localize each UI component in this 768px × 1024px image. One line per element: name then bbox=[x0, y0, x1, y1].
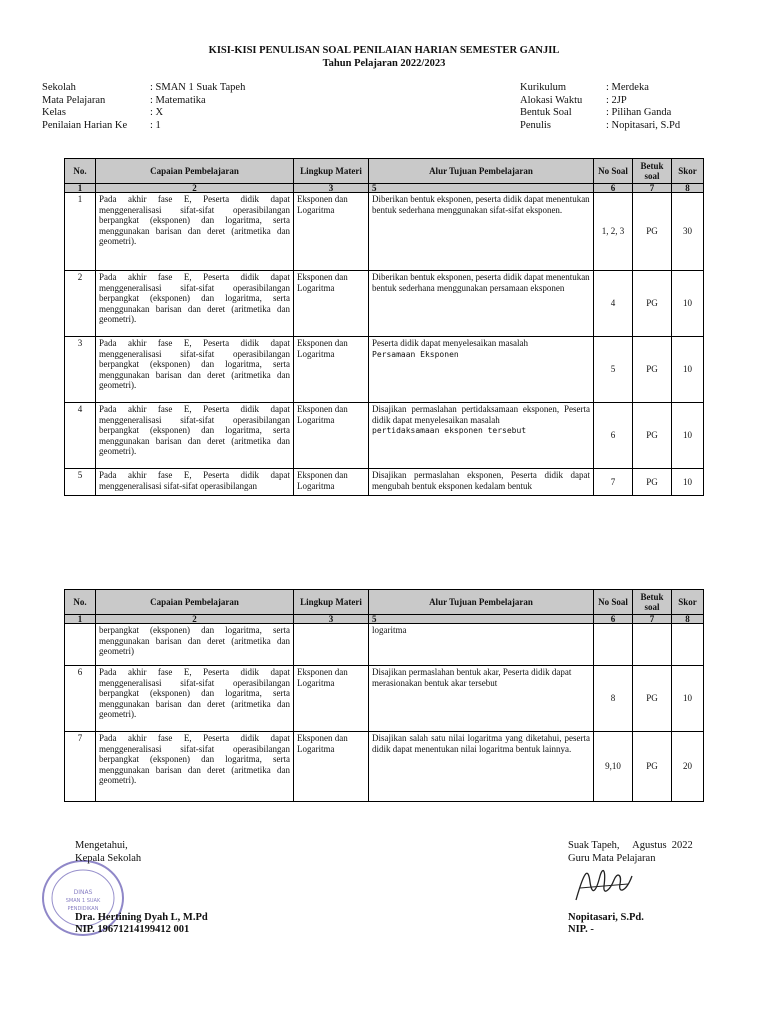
cell-skor: 10 bbox=[672, 666, 704, 732]
table-row bbox=[65, 732, 704, 802]
column-number: 2 bbox=[96, 615, 294, 624]
cell-capaian: Pada akhir fase E, Peserta didik dapat menggeneralisasi sifat-sifat operasibilangan berpangkat (eksponen) dan logaritma, serta menggunakan barisan dan deret (aritmetika dan geometri). bbox=[96, 403, 294, 469]
table-row bbox=[65, 337, 704, 403]
identity-value: : SMAN 1 Suak Tapeh bbox=[150, 82, 246, 93]
identity-row bbox=[42, 95, 245, 108]
header-skor: Skor bbox=[672, 159, 704, 184]
alur-text: logaritma bbox=[372, 625, 407, 635]
header-alur: Alur Tujuan Pembelajaran bbox=[369, 159, 594, 184]
table-header-row bbox=[65, 590, 704, 615]
identity-row bbox=[520, 95, 680, 108]
cell-no: 1 bbox=[65, 193, 96, 271]
cell-no: 5 bbox=[65, 469, 96, 496]
table-row bbox=[65, 403, 704, 469]
header-no: No. bbox=[65, 159, 96, 184]
identity-row bbox=[520, 120, 680, 133]
sign-line: Mengetahui, bbox=[75, 840, 128, 851]
identity-left bbox=[42, 82, 245, 132]
table-row bbox=[65, 624, 704, 666]
cell-alur bbox=[369, 666, 594, 732]
header-capaian: Capaian Pembelajaran bbox=[96, 590, 294, 615]
column-number: 6 bbox=[594, 615, 633, 624]
sign-line: Guru Mata Pelajaran bbox=[568, 852, 656, 864]
identity-label: Bentuk Soal bbox=[520, 107, 572, 118]
column-number: 1 bbox=[65, 615, 96, 624]
cell-lingkup: Eksponen dan Logaritma bbox=[294, 403, 369, 469]
cell-lingkup: Eksponen dan Logaritma bbox=[294, 271, 369, 337]
column-number-row bbox=[65, 615, 704, 624]
document-title bbox=[0, 44, 768, 70]
svg-text:SMAN 1 SUAK: SMAN 1 SUAK bbox=[65, 898, 101, 904]
cell-no-soal: 9,10 bbox=[594, 732, 633, 802]
cell-alur bbox=[369, 271, 594, 337]
kisi-table-1 bbox=[64, 158, 704, 496]
cell-capaian: Pada akhir fase E, Peserta didik dapat menggeneralisasi sifat-sifat operasibilangan berpangkat (eksponen) dan logaritma, serta menggunakan barisan dan deret (aritmetika dan geometri). bbox=[96, 337, 294, 403]
identity-value: : 2JP bbox=[606, 94, 627, 106]
identity-label: Sekolah bbox=[42, 82, 76, 93]
alur-highlight: pertidaksamaan eksponen tersebut bbox=[372, 426, 527, 436]
cell-skor: 20 bbox=[672, 732, 704, 802]
column-number: 8 bbox=[672, 615, 704, 624]
svg-text:PENDIDIKAN: PENDIDIKAN bbox=[67, 906, 99, 912]
cell-capaian: Pada akhir fase E, Peserta didik dapat menggeneralisasi sifat-sifat operasibilangan bbox=[96, 469, 294, 496]
cell-capaian: Pada akhir fase E, Peserta didik dapat menggeneralisasi sifat-sifat operasibilangan berpangkat (eksponen) dan logaritma, serta menggunakan barisan dan deret (aritmetika dan geometri). bbox=[96, 732, 294, 802]
column-number: 8 bbox=[672, 184, 704, 193]
alur-text: Disajikan permaslahan eksponen, Peserta didik dapat mengubah bentuk eksponen kedalam bentuk bbox=[372, 470, 590, 491]
header-no: No. bbox=[65, 590, 96, 615]
cell-alur bbox=[369, 624, 594, 666]
cell-skor: 10 bbox=[672, 469, 704, 496]
column-number: 5 bbox=[369, 184, 594, 193]
cell-alur bbox=[369, 732, 594, 802]
identity-row bbox=[42, 120, 245, 133]
cell-no bbox=[65, 624, 96, 666]
cell-skor: 10 bbox=[672, 337, 704, 403]
identity-value: : Nopitasari, S.Pd bbox=[606, 119, 681, 131]
cell-skor: 10 bbox=[672, 403, 704, 469]
cell-lingkup: Eksponen dan Logaritma bbox=[294, 337, 369, 403]
cell-no-soal bbox=[594, 624, 633, 666]
cell-no-soal: 1, 2, 3 bbox=[594, 193, 633, 271]
identity-label: Penulis bbox=[520, 119, 551, 131]
header-lingkup: Lingkup Materi bbox=[294, 159, 369, 184]
cell-bentuk: PG bbox=[633, 271, 672, 337]
cell-bentuk: PG bbox=[633, 193, 672, 271]
header-lingkup: Lingkup Materi bbox=[294, 590, 369, 615]
cell-capaian: Pada akhir fase E, Peserta didik dapat menggeneralisasi sifat-sifat operasibilangan berpangkat (eksponen) dan logaritma, serta menggunakan barisan dan deret (aritmetika dan geometri). bbox=[96, 271, 294, 337]
identity-value: : Merdeka bbox=[606, 82, 649, 93]
teacher-nip: NIP. - bbox=[568, 924, 594, 935]
subtitle-line: Tahun Pelajaran 2022/2023 bbox=[322, 58, 446, 69]
identity-label: Mata Pelajaran bbox=[42, 94, 106, 106]
table-row bbox=[65, 469, 704, 496]
signature-icon bbox=[570, 862, 640, 908]
cell-no: 2 bbox=[65, 271, 96, 337]
identity-label: Penilaian Harian Ke bbox=[42, 119, 128, 131]
cell-alur bbox=[369, 193, 594, 271]
cell-lingkup: Eksponen dan Logaritma bbox=[294, 732, 369, 802]
svg-text:DINAS: DINAS bbox=[73, 889, 93, 896]
header-bentuk: Betuk soal bbox=[633, 159, 672, 184]
cell-lingkup: Eksponen dan Logaritma bbox=[294, 666, 369, 732]
identity-label: Alokasi Waktu bbox=[520, 94, 583, 106]
cell-no-soal: 8 bbox=[594, 666, 633, 732]
column-number: 3 bbox=[294, 184, 369, 193]
cell-no-soal: 6 bbox=[594, 403, 633, 469]
alur-text: Diberikan bentuk eksponen, peserta didik dapat menentukan bentuk sederhana menggunakan sifat-sifat eksponen. bbox=[372, 194, 590, 215]
cell-bentuk: PG bbox=[633, 403, 672, 469]
identity-value: : Pilihan Ganda bbox=[606, 107, 672, 118]
cell-skor bbox=[672, 624, 704, 666]
alur-text: Disajikan permaslahan bentuk akar, Peserta didik dapat merasionakan bentuk akar tersebut bbox=[372, 667, 572, 688]
principal-nip: NIP. 19671214199412 001 bbox=[75, 924, 190, 935]
cell-bentuk: PG bbox=[633, 337, 672, 403]
alur-text: Peserta didik dapat menyelesaikan masalah bbox=[372, 338, 528, 348]
column-number-row bbox=[65, 184, 704, 193]
sign-line: Kepala Sekolah bbox=[75, 852, 142, 864]
cell-lingkup: Eksponen dan Logaritma bbox=[294, 469, 369, 496]
cell-alur bbox=[369, 469, 594, 496]
cell-skor: 10 bbox=[672, 271, 704, 337]
column-number: 7 bbox=[633, 615, 672, 624]
identity-row bbox=[42, 107, 245, 120]
identity-right bbox=[520, 82, 680, 132]
cell-no: 3 bbox=[65, 337, 96, 403]
alur-text: Disajikan salah satu nilai logaritma yang diketahui, peserta didik dapat menentukan nilai logaritma bentuk lainnya. bbox=[372, 733, 590, 754]
sign-line: Suak Tapeh, Agustus 2022 bbox=[568, 840, 693, 851]
column-number: 5 bbox=[369, 615, 594, 624]
identity-value: : X bbox=[150, 107, 164, 118]
table-row bbox=[65, 271, 704, 337]
column-number: 3 bbox=[294, 615, 369, 624]
identity-row bbox=[42, 82, 245, 95]
cell-capaian: Pada akhir fase E, Peserta didik dapat menggeneralisasi sifat-sifat operasibilangan berpangkat (eksponen) dan logaritma, serta menggunakan barisan dan deret (aritmetika dan geometri). bbox=[96, 666, 294, 732]
identity-value: : Matematika bbox=[150, 94, 206, 106]
table-row bbox=[65, 666, 704, 732]
header-bentuk: Betuk soal bbox=[633, 590, 672, 615]
identity-row bbox=[520, 82, 680, 95]
column-number: 1 bbox=[65, 184, 96, 193]
cell-no-soal: 4 bbox=[594, 271, 633, 337]
cell-skor: 30 bbox=[672, 193, 704, 271]
column-number: 7 bbox=[633, 184, 672, 193]
cell-bentuk: PG bbox=[633, 666, 672, 732]
header-capaian: Capaian Pembelajaran bbox=[96, 159, 294, 184]
cell-no: 6 bbox=[65, 666, 96, 732]
cell-bentuk bbox=[633, 624, 672, 666]
cell-capaian: berpangkat (eksponen) dan logaritma, serta menggunakan barisan dan deret (aritmetika dan geometri) bbox=[96, 624, 294, 666]
cell-alur bbox=[369, 403, 594, 469]
alur-highlight: Persamaan Eksponen bbox=[372, 349, 459, 359]
teacher-name: Nopitasari, S.Pd. bbox=[568, 912, 644, 923]
title-line: KISI-KISI PENULISAN SOAL PENILAIAN HARIAN SEMESTER GANJIL bbox=[208, 45, 560, 56]
identity-label: Kurikulum bbox=[520, 82, 567, 93]
cell-no: 7 bbox=[65, 732, 96, 802]
cell-no: 4 bbox=[65, 403, 96, 469]
alur-text: Diberikan bentuk eksponen, peserta didik dapat menentukan bentuk sederhana menggunakan persamaan eksponen bbox=[372, 272, 590, 293]
cell-alur bbox=[369, 337, 594, 403]
principal-name: Dra. Hertining Dyah L, M.Pd bbox=[75, 912, 208, 923]
alur-text: Disajikan permaslahan pertidaksamaan eksponen, Peserta didik dapat menyelesaikan masalah bbox=[372, 404, 590, 425]
header-alur: Alur Tujuan Pembelajaran bbox=[369, 590, 594, 615]
table-header-row bbox=[65, 159, 704, 184]
identity-row bbox=[520, 107, 680, 120]
cell-capaian: Pada akhir fase E, Peserta didik dapat menggeneralisasi sifat-sifat operasibilangan berpangkat (eksponen) dan logaritma, serta menggunakan barisan dan deret (aritmetika dan geometri). bbox=[96, 193, 294, 271]
cell-lingkup: Eksponen dan Logaritma bbox=[294, 193, 369, 271]
cell-lingkup bbox=[294, 624, 369, 666]
signature-block-right bbox=[568, 840, 718, 935]
cell-bentuk: PG bbox=[633, 469, 672, 496]
header-no-soal: No Soal bbox=[594, 590, 633, 615]
cell-no-soal: 7 bbox=[594, 469, 633, 496]
cell-no-soal: 5 bbox=[594, 337, 633, 403]
identity-label: Kelas bbox=[42, 107, 66, 118]
column-number: 2 bbox=[96, 184, 294, 193]
table-row bbox=[65, 193, 704, 271]
cell-bentuk: PG bbox=[633, 732, 672, 802]
kisi-table-2 bbox=[64, 589, 704, 802]
column-number: 6 bbox=[594, 184, 633, 193]
header-skor: Skor bbox=[672, 590, 704, 615]
identity-value: : 1 bbox=[150, 119, 161, 131]
header-no-soal: No Soal bbox=[594, 159, 633, 184]
